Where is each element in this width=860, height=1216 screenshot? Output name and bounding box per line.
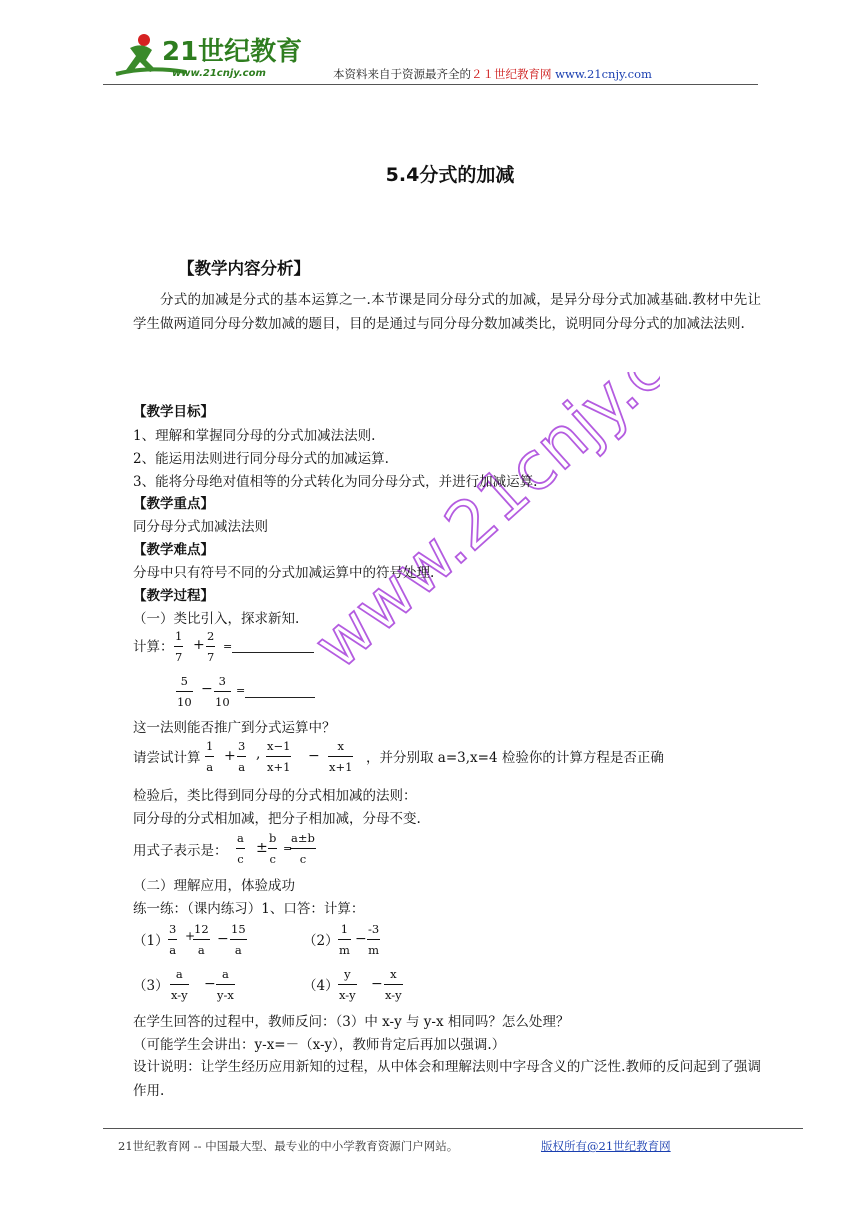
fraction-bar bbox=[230, 939, 247, 940]
goals-heading: 【教学目标】 bbox=[133, 404, 214, 420]
fraction-bar bbox=[205, 756, 214, 757]
fraction: 1 a bbox=[206, 739, 214, 774]
fraction: y x-y bbox=[339, 967, 356, 1002]
fraction: 1 7 bbox=[175, 629, 183, 664]
fraction-bar bbox=[328, 756, 353, 757]
fraction: 3 a bbox=[238, 739, 246, 774]
formula-label: 用式子表示是： bbox=[133, 843, 228, 859]
fraction-bar bbox=[168, 939, 177, 940]
header-site-url[interactable]: www.21cnjy.com bbox=[555, 67, 652, 81]
fraction-bar bbox=[176, 691, 193, 692]
goal-item: 2、能运用法则进行同分母分式的加减运算. bbox=[133, 451, 389, 467]
plus-sign: + bbox=[185, 929, 196, 943]
fraction-bar bbox=[266, 756, 291, 757]
minus-sign: − bbox=[201, 681, 213, 697]
footer-text: 21世纪教育网 -- 中国最大型、最专业的中小学教育资源门户网站。 bbox=[118, 1139, 459, 1153]
plus-minus-sign: ± bbox=[256, 840, 268, 856]
exercise-label: （4） bbox=[303, 978, 339, 994]
comma: , bbox=[256, 746, 261, 762]
fraction: 12 a bbox=[194, 922, 209, 957]
fraction: a x-y bbox=[171, 967, 188, 1002]
difficulty-heading: 【教学难点】 bbox=[133, 542, 214, 558]
fraction: a c bbox=[237, 831, 244, 866]
practice-text: 练一练：（课内练习）1、口答：计算： bbox=[133, 901, 365, 917]
minus-sign: − bbox=[371, 976, 383, 992]
watermark bbox=[300, 372, 660, 692]
header-site-name[interactable]: ２１世纪教育网 bbox=[471, 67, 552, 81]
header-source-line bbox=[333, 66, 652, 82]
fraction-bar bbox=[290, 848, 316, 849]
difficulty-text: 分母中只有符号不同的分式加减运算中的符号处理. bbox=[133, 565, 435, 581]
answer-blank[interactable] bbox=[232, 652, 314, 653]
answer-blank[interactable] bbox=[245, 697, 315, 698]
exercise-label: （3） bbox=[133, 978, 169, 994]
equals-sign: = bbox=[223, 640, 233, 653]
fraction: 1 m bbox=[339, 922, 350, 957]
fraction-bar bbox=[338, 984, 357, 985]
goal-item: 1、理解和掌握同分母的分式加减法法则. bbox=[133, 428, 376, 444]
fraction-bar bbox=[384, 984, 403, 985]
fraction: b c bbox=[269, 831, 277, 866]
equals-sign: = bbox=[236, 684, 246, 697]
fraction: 3 10 bbox=[215, 674, 230, 709]
svg-text:www.21cnjy.com: www.21cnjy.com bbox=[300, 372, 660, 684]
verify-text: 检验后，类比得到同分母的分式相加减的法则： bbox=[133, 788, 417, 804]
minus-sign: − bbox=[355, 931, 367, 947]
teacher-question: 在学生回答的过程中，教师反问：（3）中 x-y 与 y-x 相同吗？怎么处理？ bbox=[133, 1014, 570, 1030]
exercise-label: （2） bbox=[303, 933, 339, 949]
svg-text:www.21cnjy.com: www.21cnjy.com bbox=[172, 68, 266, 79]
fraction-bar bbox=[206, 646, 215, 647]
plus-sign: + bbox=[193, 637, 205, 653]
analysis-heading: 【教学内容分析】 bbox=[178, 259, 310, 278]
equals-sign: = bbox=[283, 842, 293, 855]
key-point-text: 同分母分式加减法法则 bbox=[133, 519, 268, 535]
site-logo bbox=[108, 26, 308, 82]
minus-sign: − bbox=[217, 931, 229, 947]
page-title: 5.4分式的加减 bbox=[385, 164, 515, 186]
fraction-bar bbox=[268, 848, 277, 849]
exercise-label: （1） bbox=[133, 933, 169, 949]
expected-answer: （可能学生会讲出：y-x=－（x-y），教师肯定后再加以强调.） bbox=[133, 1037, 506, 1053]
fraction: a y-x bbox=[217, 967, 234, 1002]
key-point-heading: 【教学重点】 bbox=[133, 496, 214, 512]
fraction: x x+1 bbox=[329, 739, 353, 774]
header-source-prefix: 本资料来自于资源最齐全的 bbox=[333, 67, 471, 81]
fraction: 2 7 bbox=[207, 629, 215, 664]
fraction-bar bbox=[237, 756, 246, 757]
fraction-bar bbox=[338, 939, 351, 940]
fraction: x−1 x+1 bbox=[267, 739, 291, 774]
fraction-bar bbox=[236, 848, 245, 849]
fraction: -3 m bbox=[368, 922, 380, 957]
goal-item: 3、能将分母绝对值相等的分式转化为同分母分式，并进行加减运算. bbox=[133, 474, 538, 490]
plus-sign: + bbox=[224, 748, 236, 764]
fraction: 15 a bbox=[231, 922, 246, 957]
fraction-bar bbox=[193, 939, 210, 940]
design-note: 设计说明：让学生经历应用新知的过程，从中体会和理解法则中字母含义的广泛性.教师的反问起到了强调作用. bbox=[133, 1059, 761, 1099]
fraction-bar bbox=[170, 984, 189, 985]
part1-heading: （一）类比引入，探求新知. bbox=[133, 611, 300, 627]
fraction-bar bbox=[216, 984, 235, 985]
minus-sign: − bbox=[308, 748, 320, 764]
fraction-bar bbox=[367, 939, 380, 940]
analysis-body: 分式的加减是分式的基本运算之一.本节课是同分母分式的加减，是异分母分式加减基础.教材中先让学生做两道同分母分数加减的题目，目的是通过与同分母分数加减类比，说明同分母分式的加减法法则. bbox=[133, 292, 761, 332]
rule-text: 同分母的分式相加减，把分子相加减，分母不变. bbox=[133, 811, 421, 827]
minus-sign: − bbox=[204, 976, 216, 992]
try-label: 请尝试计算 bbox=[133, 750, 201, 766]
fraction: 3 a bbox=[169, 922, 177, 957]
footer-divider bbox=[103, 1128, 803, 1129]
process-heading: 【教学过程】 bbox=[133, 588, 214, 604]
question-text: 这一法则能否推广到分式运算中？ bbox=[133, 720, 336, 736]
runner-logo-icon bbox=[108, 26, 308, 82]
svg-text:21世纪教育: 21世纪教育 bbox=[162, 37, 303, 67]
header-divider bbox=[103, 84, 758, 85]
try-suffix: ，并分别取 a=3,x=4 检验你的计算方程是否正确 bbox=[366, 750, 664, 766]
calc-label: 计算： bbox=[133, 639, 174, 655]
part2-heading: （二）理解应用，体验成功 bbox=[133, 878, 295, 894]
fraction-bar bbox=[174, 646, 183, 647]
fraction: a±b c bbox=[291, 831, 315, 866]
fraction: 5 10 bbox=[177, 674, 192, 709]
copyright-link[interactable]: 版权所有@21世纪教育网 bbox=[541, 1139, 671, 1153]
fraction: x x-y bbox=[385, 967, 402, 1002]
fraction-bar bbox=[214, 691, 231, 692]
